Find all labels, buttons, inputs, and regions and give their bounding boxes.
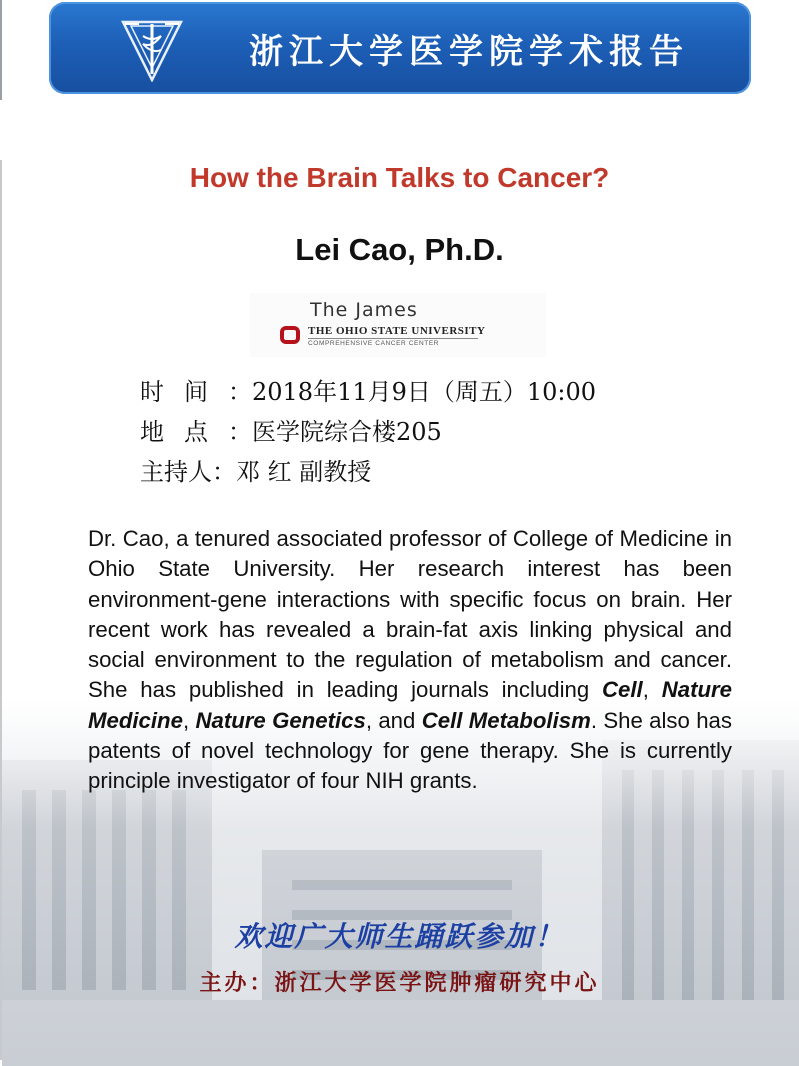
left-edge-rule <box>0 0 2 100</box>
zju-medical-logo-icon <box>121 16 183 82</box>
organizer-line: 主办：浙江大学医学院肿瘤研究中心 <box>199 970 600 996</box>
institution-logo <box>250 293 546 357</box>
logo-divider <box>308 338 478 339</box>
separator: , <box>642 677 662 703</box>
place-row: 地点：医学院综合楼205 <box>140 412 442 447</box>
place-value: 医学院综合楼205 <box>252 418 442 446</box>
cancer-center-name: COMPREHENSIVE CANCER CENTER <box>308 340 440 347</box>
bio-text: Dr. Cao, a tenured associated professor of College of Medicine in Ohio State University. Her research interest has been environment-gene interactions with specific focus on brain. Her recent work has revealed a brain-fat axis linking physical and social environment to the regulation of metabolism and cancer. She has published in leading journals including <box>88 526 732 703</box>
separator: , and <box>365 707 422 733</box>
speaker-name: Lei Cao, Ph.D. <box>295 232 504 267</box>
host-label: 主持人 <box>140 458 212 486</box>
host-row: 主持人：邓 红 副教授 <box>140 452 371 487</box>
host-value: 邓 红 副教授 <box>236 458 372 486</box>
bio-text: . She also has patents of novel technology for gene therapy. She is currently principle investigator of four NIH grants. <box>88 707 732 794</box>
speaker-biography <box>88 524 732 797</box>
separator: , <box>182 707 196 733</box>
talk-title: How the Brain Talks to Cancer? <box>189 162 610 193</box>
time-label: 时间 <box>140 378 228 406</box>
welcome-message: 欢迎广大师生踊跃参加！ <box>234 920 565 953</box>
university-name: THE OHIO STATE UNIVERSITY <box>308 325 486 337</box>
banner-title: 浙江大学医学院学术报告 <box>249 32 689 72</box>
time-row: 时间：2018年11月9日（周五）10:00 <box>140 372 596 407</box>
time-value: 2018年11月9日（周五）10:00 <box>252 378 597 406</box>
journal-name: Cell <box>602 677 643 703</box>
institution-name: The James <box>310 299 418 321</box>
osu-block-o-icon <box>280 326 300 344</box>
journal-name: Nature Genetics <box>195 707 366 733</box>
journal-name: Cell Metabolism <box>421 707 591 733</box>
journal-name: Nature Medicine <box>88 677 732 733</box>
place-label: 地点 <box>140 418 228 446</box>
header-banner <box>49 2 751 94</box>
